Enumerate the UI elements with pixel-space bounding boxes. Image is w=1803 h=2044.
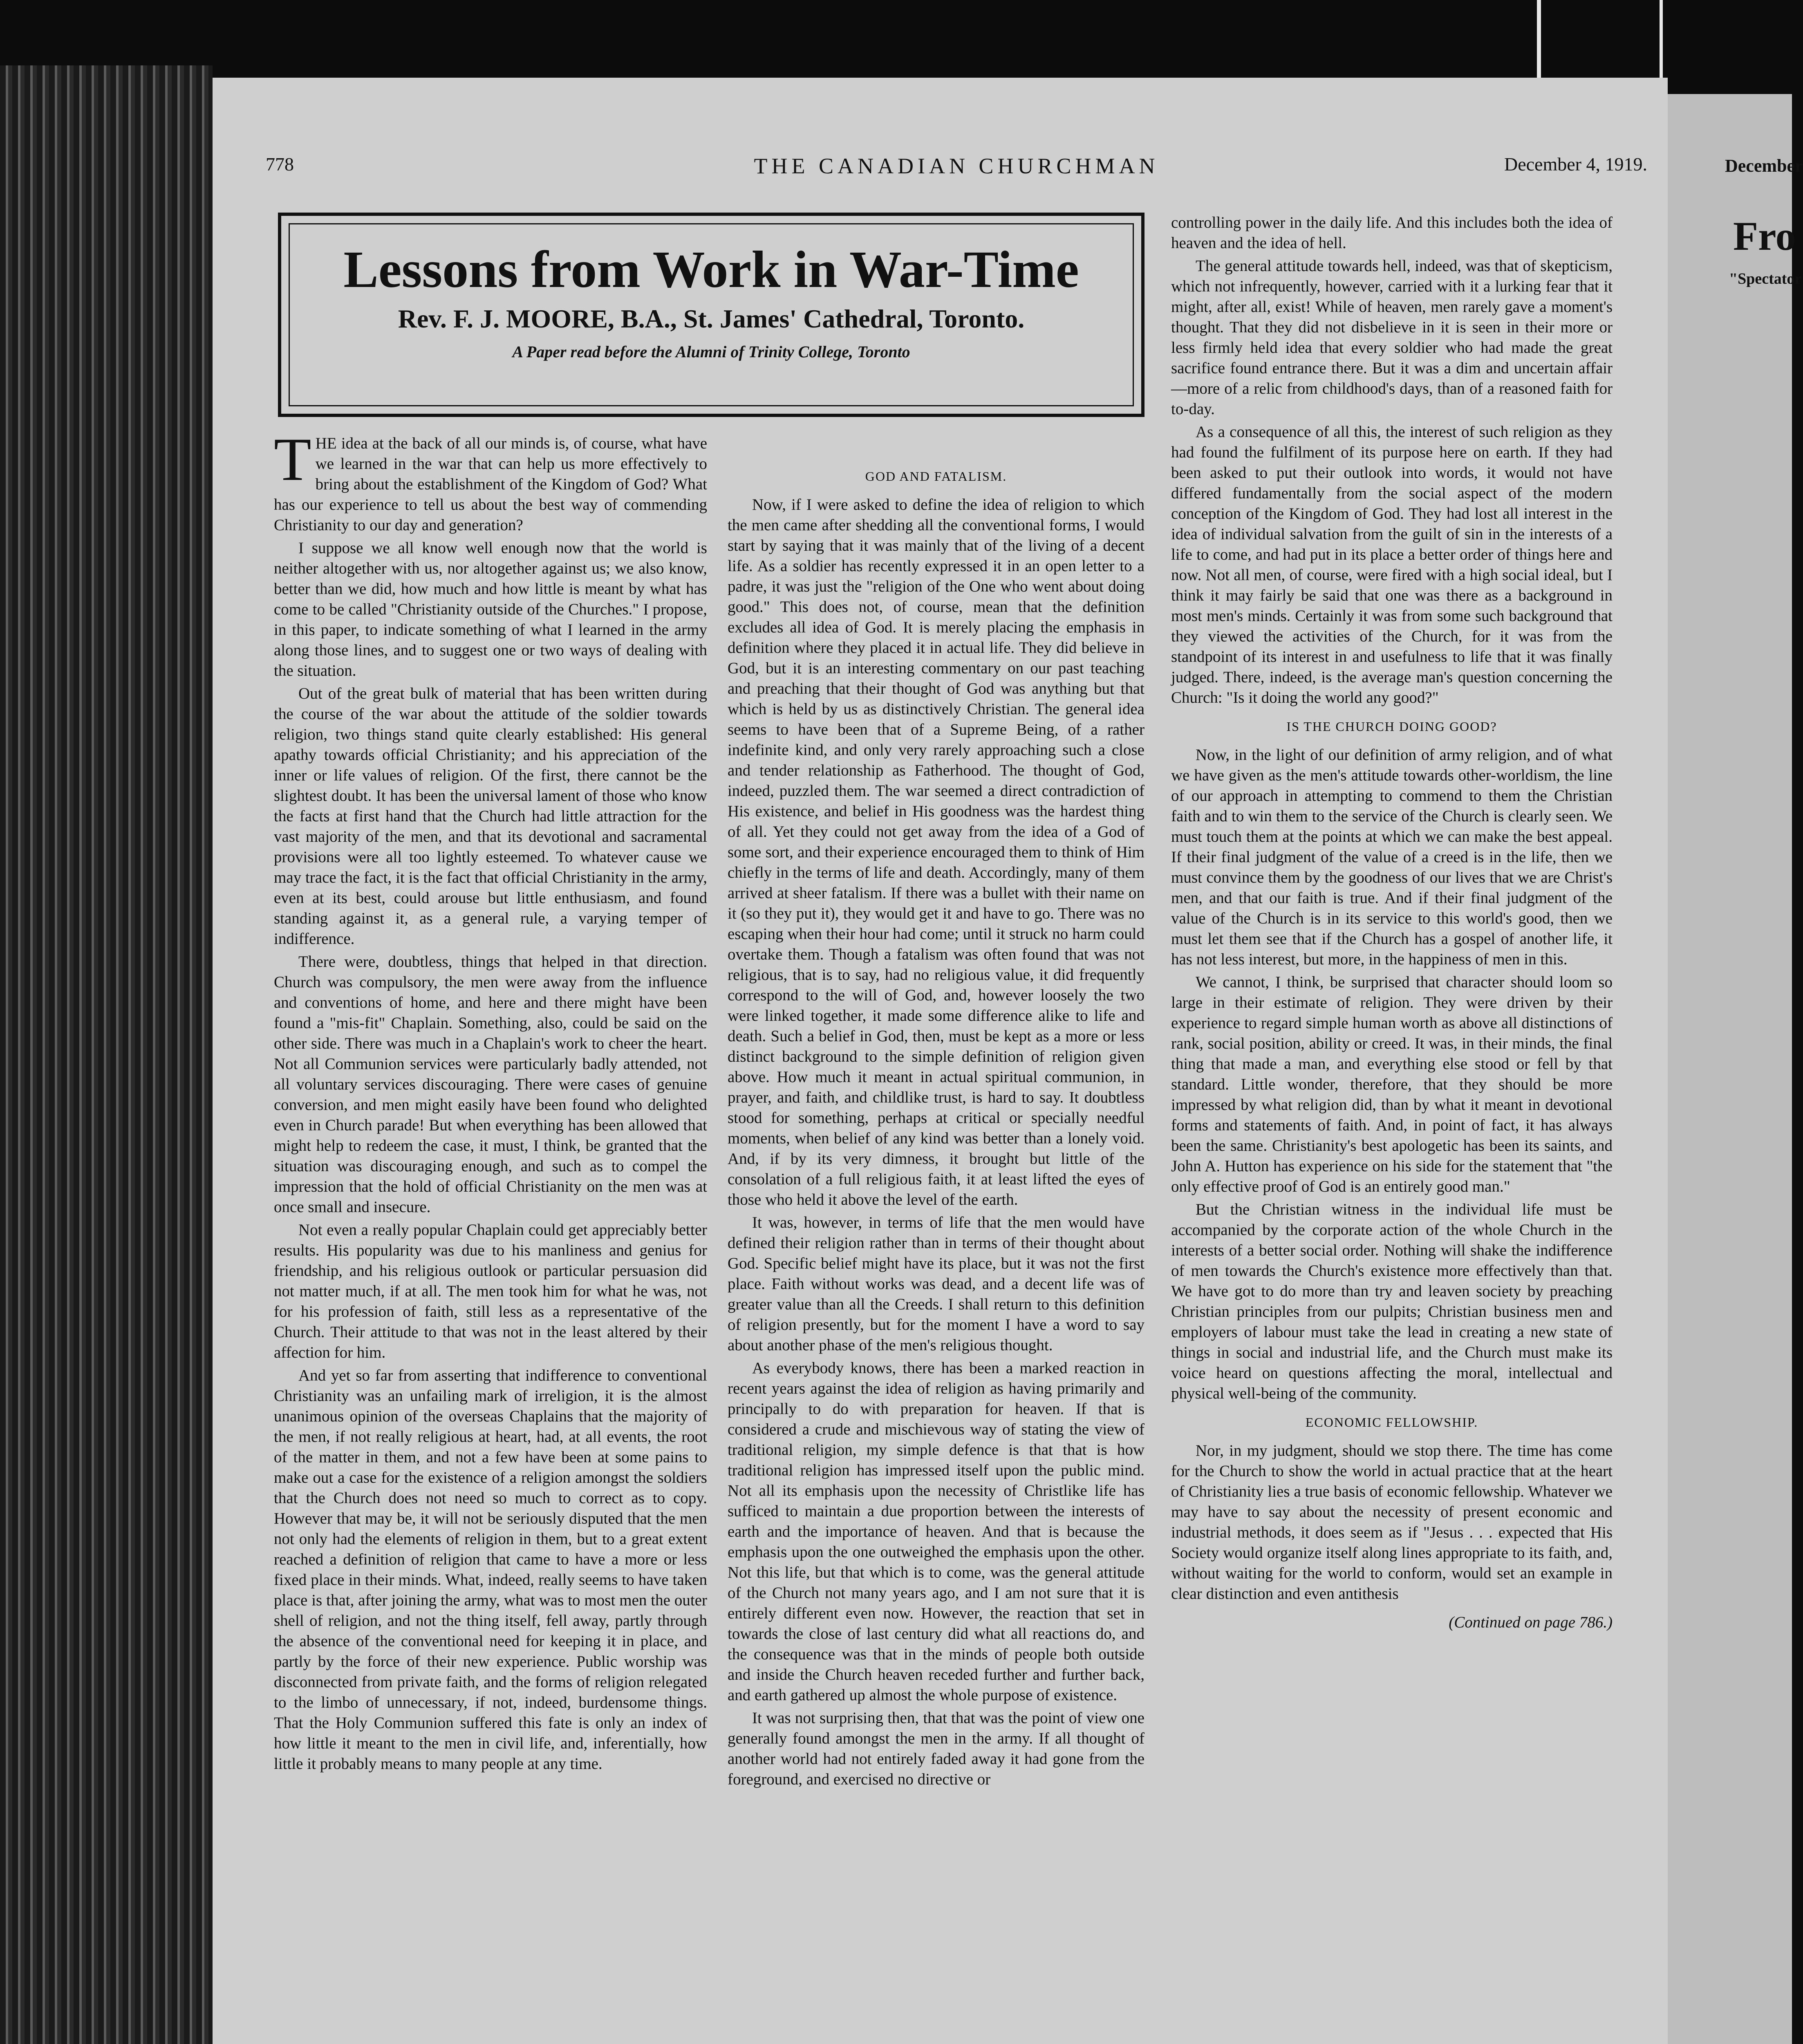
issue-date: December 4, 1919. bbox=[1504, 154, 1647, 175]
column-3 bbox=[1171, 213, 1613, 1633]
paragraph: Now, in the light of our definition of army religion, and of what we have given as the men's attitude towards other-worldism, the line of our approach in attempting to commend to them the Christian faith and to win them to the service of the Church is clearly seen. We must touch them at the points at which we can make the best appeal. If their final judgment of the value of a creed is in the life, then we must convince them by the goodness of our lives that we are Christ's men, and that our faith is true. And if their final judgment of the value of the Church is in its service to this world's good, then we must let them see that if the Church has a gospel of another life, it has not less interest, but more, in the happiness of men in this. bbox=[1171, 746, 1613, 968]
paragraph: It was, however, in terms of life that the men would have defined their religion rather than in terms of their thought about God. Specific belief might have its place, but it was not the first place. Faith without works was dead, and a decent life was of greater value than all the Creeds. I shall return to this definition of religion presently, but for the moment I have a word to say about another phase of the men's religious thought. bbox=[728, 1214, 1145, 1354]
article-author: Rev. F. J. MOORE, B.A., St. James' Cathedral, Toronto. bbox=[398, 304, 1025, 333]
newspaper-page bbox=[213, 78, 1668, 2044]
paragraph: controlling power in the daily life. And this includes both the idea of heaven and the idea of hell. bbox=[1171, 214, 1613, 252]
column-2 bbox=[728, 458, 1145, 1792]
paragraph: Not even a really popular Chaplain could get appreciably better results. His popularity was due to his manliness and genius for friendship, and his religious outlook or particular persuasion did not matter much, if at all. The men took him for what he was, not for his profession of faith, still less as a representative of the Church. Their attitude to that was not in the least altered by their affection for him. bbox=[274, 1221, 707, 1361]
paragraph: And yet so far from asserting that indifference to conventional Christianity was an unfailing mark of irreligion, it is the almost unanimous opinion of the overseas Chaplains that the majority of the men, if not really religious at heart, had, at all events, the root of the matter in them, and not a few have been at some pains to make out a case for the existence of a religion amongst the soldiers that the Church does not need so much to correct as to copy. However that may be, it will not be seriously disputed that the men not only had the elements of religion in them, but to a great extent reached a definition of religion that came to have a more or less fixed place in their minds. What, indeed, really seems to have taken place is that, after joining the army, what was to most men the outer shell of religion, and not the thing itself, fell away, partly through the absence of the conventional need for keeping it in place, and partly by the force of their new experience. Public worship was disconnected from private faith, and the forms of religion relegated to the limbo of unnecessary, if not, indeed, burdensome things. That the Holy Communion suffered this fate is only an index of how little it meant to the men in civil life, and, inferentially, how little it probably means to many people at any time. bbox=[274, 1367, 707, 1773]
running-title: THE CANADIAN CHURCHMAN bbox=[754, 154, 1159, 178]
paragraph: I suppose we all know well enough now that the world is neither altogether with us, nor altogether against us; we also know, better than we did, how much and how little is meant by what has come to be called "Christianity outside of the Churches." I propose, in this paper, to indicate something of what I learned in the army along those lines, and to suggest one or two ways of dealing with the situation. bbox=[274, 539, 707, 679]
adjacent-page-subtitle: "Spectator bbox=[1729, 270, 1802, 287]
paragraph: Nor, in my judgment, should we stop there. The time has come for the Church to show the world in actual practice that at the heart of Christianity lies a true basis of economic fellowship. Whatever we may have to say about the necessity of present economic and industrial methods, it does seem as if "Jesus . . . expected that His Society would organize itself along lines appropriate to its faith, and, without waiting for the world to conform, would set an example in clear distinction and even antithesis bbox=[1171, 1442, 1613, 1602]
continued-note: (Continued on page 786.) bbox=[1449, 1614, 1613, 1631]
paragraph: As a consequence of all this, the interest of such religion as they had found the fulfilment of its purpose here on earth. If they had been asked to put their outlook into words, it would not have differed fundamentally from the social aspect of the modern conception of the Kingdom of God. They had lost all interest in the idea of individual salvation from the guilt of sin in the interests of a life to come, and had put in its place a better order of things here and now. Not all men, of course, were fired with a high social ideal, but I think it may fairly be said that one was there as a background in most men's minds. Certainly it was from some such background that they viewed the activities of the Church, for it was from the standpoint of its interest in and usefulness to life that it was finally judged. There, indeed, is the average man's question concerning the Church: "Is it doing the world any good?" bbox=[1171, 423, 1613, 706]
paragraph: But the Christian witness in the individual life must be accompanied by the corporate action of the whole Church in the interests of a better social order. Nothing will shake the indifference of men towards the Church's existence more effectively than that. We have got to do more than try and leaven society by preaching Christian principles from our pulpits; Christian business men and employers of labour must take the lead in creating a new state of things in social and industrial life, and the Church must make its voice heard on questions affecting the moral, intellectual and physical well-being of the community. bbox=[1171, 1201, 1613, 1402]
paragraph: It was not surprising then, that that was the point of view one generally found amongst the men in the army. If all thought of another world had not entirely faded away it had gone from the foreground, and exercised no directive or bbox=[728, 1709, 1145, 1788]
article-title: Lessons from Work in War-Time bbox=[343, 240, 1079, 298]
paragraph: As everybody knows, there has been a marked reaction in recent years against the idea of religion as having primarily and principally to do with preparation for heaven. If that is considered a crude and mischievous way of stating the view of traditional religion, my simple defence is that that is how traditional religion has impressed itself upon the public mind. Not all its emphasis upon the necessity of Christlike life has sufficed to maintain a due proportion between the interests of earth and the importance of heaven. And that is because the emphasis upon the one outweighed the emphasis upon the other. Not this life, but that which is to come, was the general attitude of the Church not many years ago, and I am not sure that it is entirely different even now. However, the reaction that set in towards the close of last century did what all reactions do, and the consequence was that in the minds of people both outside and inside the Church heaven receded further and further back, and earth gathered up almost the whole purpose of existence. bbox=[728, 1359, 1145, 1704]
page-header bbox=[266, 153, 1647, 190]
page-number: 778 bbox=[266, 154, 294, 175]
title-box-inner bbox=[289, 223, 1134, 406]
section-heading: GOD AND FATALISM. bbox=[865, 469, 1007, 484]
drop-cap: T bbox=[274, 426, 311, 493]
paragraph: We cannot, I think, be surprised that character should loom so large in their estimate of religion. They were driven by their experience to regard simple human worth as above all distinctions of rank, social position, ability or creed. It was, in their minds, the final thing that made a man, and everything else stood or fell by that standard. Little wonder, therefore, that they should be more impressed by what religion did, than by what it meant in devotional forms and statements of faith. And, in point of fact, it has always been the same. Christianity's best apologetic has been its saints, and John A. Hutton has experience on his side for the statement that "the only effective proof of God is an entirely good man." bbox=[1171, 973, 1613, 1195]
column-1 bbox=[274, 426, 707, 1777]
section-heading: IS THE CHURCH DOING GOOD? bbox=[1286, 719, 1497, 734]
section-heading: ECONOMIC FELLOWSHIP. bbox=[1305, 1415, 1478, 1430]
adjacent-page bbox=[1668, 94, 1803, 2044]
title-box bbox=[278, 213, 1145, 417]
paragraph: Now, if I were asked to define the idea of religion to which the men came after shedding all the conventional forms, I would start by saying that it was mainly that of the living of a decent life. As a soldier has recently expressed it in an open letter to a padre, it was just the "religion of the One who went about doing good." This does not, of course, mean that the definition excludes all idea of God. It is merely placing the emphasis in definition where they placed it in actual life. They did believe in God, but it is an interesting commentary on our past teaching and preaching that their thought of God was anything but that which is held by us as distinctively Christian. The general idea seems to have been that of a Supreme Being, of a rather indefinite kind, and only very rarely approaching such a close and tender relationship as Fatherhood. The thought of God, indeed, puzzled them. The war seemed a direct contradiction of His existence, and belief in His goodness was the hardest thing of all. Yet they could not get away from the idea of a God of some sort, and their experience encouraged them to think of Him chiefly in the terms of life and death. Accordingly, many of them arrived at sheer fatalism. If there was a bullet with their name on it (so they put it), they would get it and have to go. There was no escaping when their hour had come; until it struck no harm could overtake them. Though a fatalism was often found that was not religious, that is to say, had no religious value, it did frequently correspond to the will of God, and, however loosely the two were linked together, it made some difference alike to life and death. Such a belief in God, then, must be kept as a more or less distinct background to the simple definition of religion given above. How much it meant in actual spiritual communion, in prayer, and faith, and childlike trust, is hard to say. It doubtless stood for something, perhaps at critical or specially needful moments, when belief of any kind was better than a lonely void. And, if by its very dimness, it brought but little of the consolation of a full religious faith, it at least lifted the eyes of those who held it above the level of the earth. bbox=[728, 496, 1145, 1208]
paragraph: THE idea at the back of all our minds is, of course, what have we learned in the war that can help us more effectively to bring about the establishment of the Kingdom of God? What has our experience to tell us about the best way of commending Christianity to our day and generation? bbox=[274, 426, 707, 534]
adjacent-page-header: December bbox=[1725, 156, 1803, 176]
adjacent-page-title: Fro bbox=[1733, 213, 1796, 259]
paragraph: Out of the great bulk of material that has been written during the course of the war about the attitude of the soldier towards religion, two things stand quite clearly established: His general apathy towards official Christianity; and his appreciation of the inner or life values of religion. Of the first, there cannot be the slightest doubt. It has been the universal lament of those who know the facts at first hand that the Church had little attraction for the vast majority of the men, and that its devotional and sacramental provisions were all too lightly esteemed. To whatever cause we may trace the fact, it is the fact that official Christianity in the army, even at its best, could arouse but little enthusiasm, and found standing against it, as a general rule, a varying temper of indifference. bbox=[274, 685, 707, 948]
paragraph: The general attitude towards hell, indeed, was that of skepticism, which not infrequently, however, carried with it a lurking fear that it might, after all, exist! While of heaven, men rarely gave a moment's thought. That they did not disbelieve in it is seen in their more or less firmly held idea that every soldier who had made the great sacrifice found entrance there. But it was a dim and uncertain affair—more of a relic from childhood's days, than of a reasoned faith for to-day. bbox=[1171, 257, 1613, 418]
article-subtitle: A Paper read before the Alumni of Trinity College, Toronto bbox=[512, 343, 910, 361]
paragraph: There were, doubtless, things that helped in that direction. Church was compulsory, the men were away from the influence and conventions of home, and here and there might have been found a "mis-fit" Chaplain. Something, also, could be said on the other side. There was much in a Chaplain's work to cheer the heart. Not all Communion services were particularly badly attended, not all voluntary services discouraging. There were cases of genuine conversion, and men might easily have been found who delighted even in Church parade! But when everything has been allowed that might help to redeem the case, it must, I think, be granted that the situation was discouraging enough, and such as to compel the impression that the hold of official Christianity on the men was at once small and insecure. bbox=[274, 953, 707, 1216]
book-page-edges bbox=[0, 65, 213, 2044]
